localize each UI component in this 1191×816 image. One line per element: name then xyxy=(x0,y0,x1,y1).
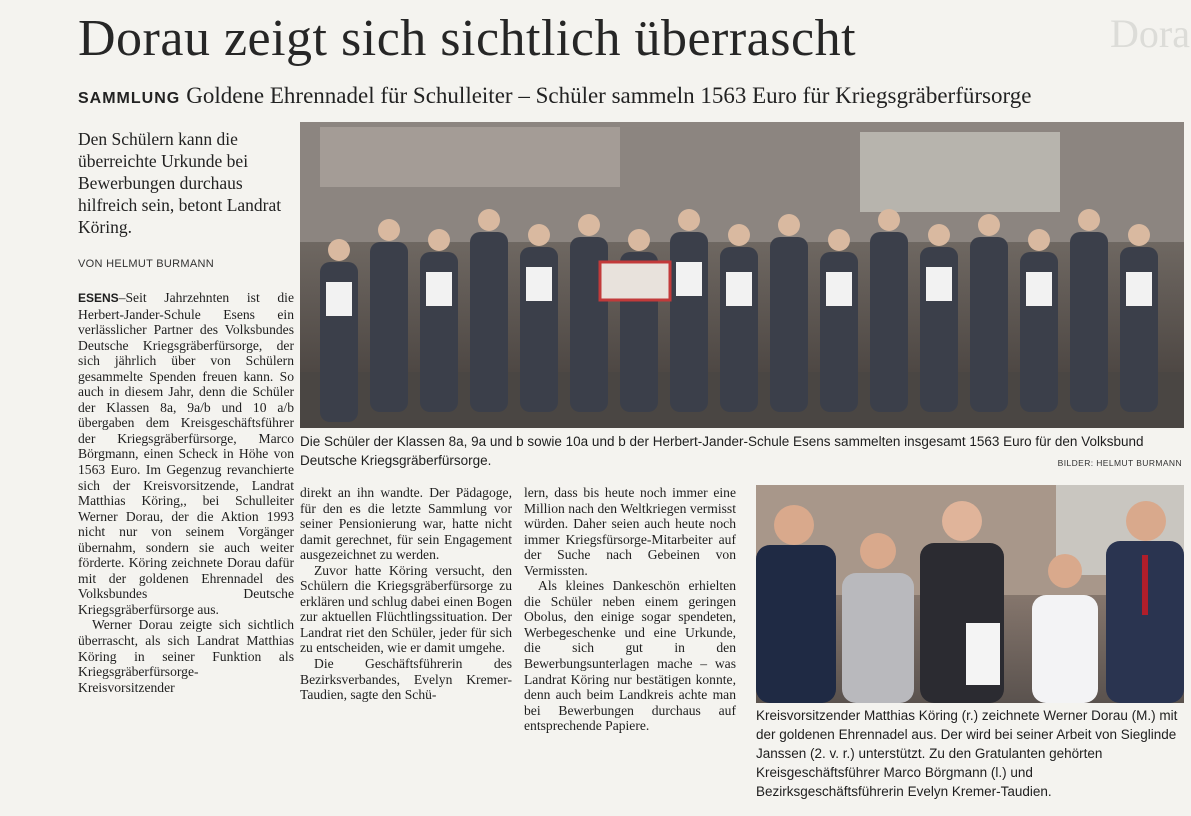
paragraph-6: lern, dass bis heute noch immer eine Million nach den Weltkriegen vermisst würden. Daher seien auch heute noch immer Kriegsfürsorge-Mitarbeiter auf der Suche nach Gebeinen von Vermissten. xyxy=(524,485,736,578)
kicker-label: SAMMLUNG xyxy=(78,90,181,107)
article-column-1 xyxy=(78,290,294,695)
award-photo-image xyxy=(756,485,1184,703)
byline: VON HELMUT BURMANN xyxy=(78,258,214,270)
paragraph-1 xyxy=(78,290,294,617)
paragraph-5: Die Geschäftsführerin des Bezirksverbandes, Evelyn Kremer-Taudien, sagte den Schü- xyxy=(300,656,512,703)
group-photo-caption: Die Schüler der Klassen 8a, 9a und b sowie 10a und b der Herbert-Jander-Schule Esens sammelten insgesamt 1563 Euro für den Volksbund Deutsche Kriegsgräberfürsorge. xyxy=(300,434,1144,468)
article-column-2 xyxy=(300,485,512,703)
subheadline: Goldene Ehrennadel für Schulleiter – Schüler sammeln 1563 Euro für Kriegsgräberfürsorge xyxy=(186,83,1032,108)
dateline: ESENS xyxy=(78,291,119,305)
paragraph-1-text: –Seit Jahrzehnten ist die Herbert-Jander-Schule Esens ein verlässlicher Partner des Volksbundes Deutsche Kriegsgräberfürsorge, der sich jährlich über von Schülern gesammelte Spenden freuen kann. So auch in diesem Jahr, denn die Schüler der Klassen 8a, 9a/b und 10 a/b übergaben dem Kreisgeschäftsführer der Kriegsgräberfürsorge, Marco Börgmann, einen Scheck in Höhe von 1563 Euro. Im Gegenzug revanchierte sich der Kreisvorsitzende, Landrat Matthias Köring,, bei Schulleiter Werner Dorau, der die Aktion 1993 nicht nur von seinem Vorgänger übernahm, sondern sie auch weiter förderte. Köring zeichnete Dorau dafür mit der goldenen Ehrennadel des Volksbundes Deutsche Kriegsgräberfürsorge aus. xyxy=(78,290,294,617)
award-photo-caption: Kreisvorsitzender Matthias Köring (r.) zeichnete Werner Dorau (M.) mit der goldenen Ehrennadel aus. Der wird bei seiner Arbeit von Sieglinde Janssen (2. v. r.) unterstützt. Zu den Gratulanten gehörten Kreisgeschäftsführer Marco Börgmann (l.) und Bezirksgeschäftsführerin Evelyn Kremer-Taudien. xyxy=(756,708,1178,799)
photo-credit: BILDER: HELMUT BURMANN xyxy=(1057,458,1182,468)
headline: Dorau zeigt sich sichtlich überrascht xyxy=(78,10,857,67)
paragraph-3: direkt an ihn wandte. Der Pädagoge, für den es die letzte Sammlung vor seiner Pensionierung war, hatte nicht damit gerechnet, für sein Engagement ausgezeichnet zu werden. xyxy=(300,485,512,563)
paragraph-2: Werner Dorau zeigte sich sichtlich überrascht, als sich Landrat Matthias Köring in seiner Funktion als Kriegsgräberfürsorge-Kreisvorsitzender xyxy=(78,617,294,695)
subheadline-line xyxy=(78,82,1188,113)
group-photo xyxy=(300,122,1184,428)
teaser: Den Schülern kann die überreichte Urkunde bei Bewerbungen durchaus hilfreich sein, betont Landrat Köring. xyxy=(78,129,282,237)
paragraph-4: Zuvor hatte Köring versucht, den Schülern die Kriegsgräberfürsorge zu erklären und schlug dabei einen Bogen zur aktuellen Flüchtlingssituation. Der Landrat riet den Schüler, jeder für sich zu entscheiden, wie er damit umgehe. xyxy=(300,562,512,656)
article-column-3 xyxy=(524,485,736,734)
paragraph-7: Als kleines Dankeschön erhielten die Schüler neben einem geringen Obolus, den einige sogar spendeten, Werbegeschenke und eine Urkunde, die sich gut in den Bewerbungsunterlagen mache – was Landrat Köring nur bestätigen konnte, denn auch beim Landkreis achte man bei Bewerbungen durchaus auf entsprechende Papiere. xyxy=(524,578,736,734)
adjacent-headline-fragment: Dora xyxy=(1110,11,1190,56)
award-photo xyxy=(756,485,1184,703)
group-photo-image xyxy=(300,122,1184,428)
